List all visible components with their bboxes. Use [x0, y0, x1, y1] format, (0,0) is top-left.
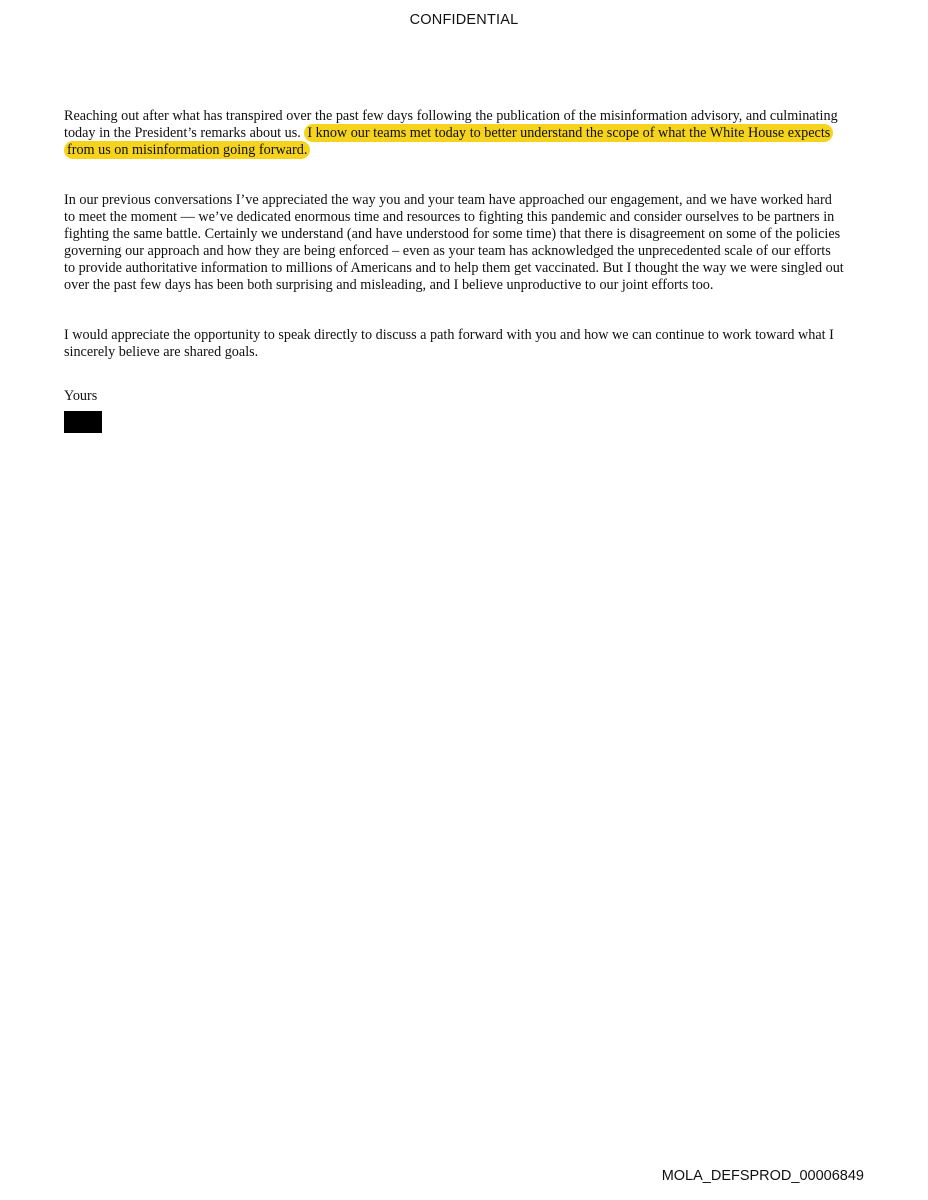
- paragraph-3: I would appreciate the opportunity to speak directly to discuss a path forward with you and how we can continue to work toward what I sincerely believe are shared goals.: [64, 327, 834, 360]
- paragraph-2: In our previous conversations I’ve appreciated the way you and your team have approached our engagement, and we have worked hard to meet the moment — we’ve dedicated enormous time and resources to fighting this pandemic and consider ourselves to be partners in fighting the same battle. Certainly we understand (and have understood for some time) that there is disagreement on some of the policies governing our approach and how they are being enforced – even as your team has acknowledged the unprecedented scale of our efforts to provide authoritative information to millions of Americans and to help them get vaccinated. But I thought the way we were singled out over the past few days has been both surprising and misleading, and I believe unproductive to our joint efforts too.: [64, 192, 844, 293]
- highlighted-sentence: I know our teams met today to better understand the scope of what the White House expects from us on misinformation going forward.: [64, 124, 833, 159]
- paragraph-1-text: Reaching out after what has transpired over the past few days following the publication of the misinformation advisory, and culminating today in the President’s remarks about us.: [64, 108, 838, 141]
- bates-number: MOLA_DEFSPROD_00006849: [661, 1168, 864, 1184]
- confidential-header: CONFIDENTIAL: [409, 12, 519, 28]
- paragraph-1: [64, 108, 844, 159]
- redacted-signature: [64, 411, 102, 433]
- closing-salutation: Yours: [64, 388, 98, 404]
- letter-body: [64, 108, 844, 433]
